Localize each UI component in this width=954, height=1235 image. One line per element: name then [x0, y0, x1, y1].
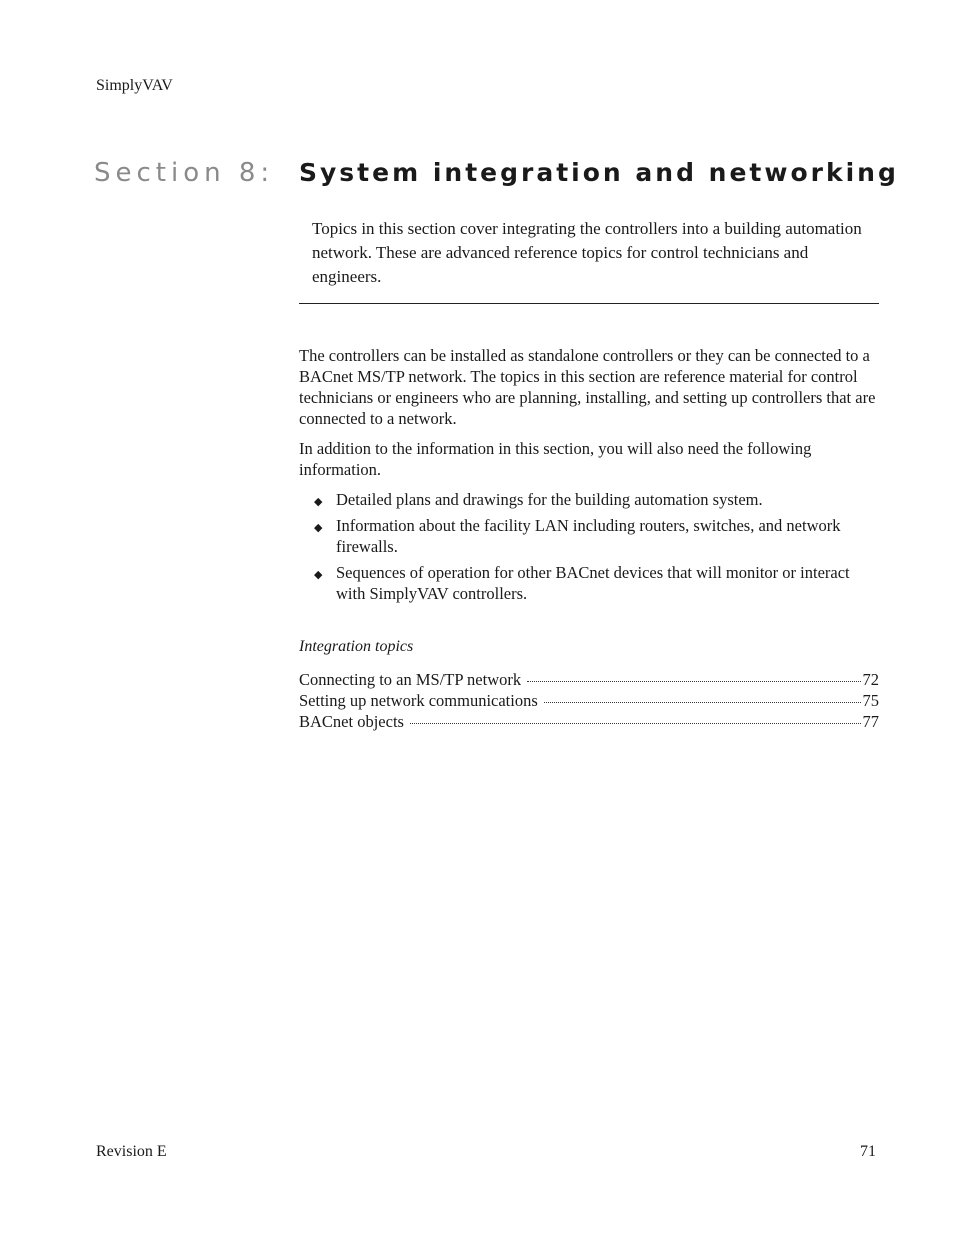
- toc-entry-page[interactable]: 75: [862, 691, 879, 710]
- toc-entry-bacnet-objects[interactable]: [299, 711, 879, 732]
- toc-leader-dots: [410, 723, 861, 724]
- toc-entry-page[interactable]: 72: [862, 670, 879, 689]
- list-item-text: Sequences of operation for other BACnet devices that will monitor or interact with SimplyVAV controllers.: [336, 563, 850, 603]
- body-paragraph: In addition to the information in this section, you will also need the following information.: [299, 439, 812, 479]
- toc-leader-dots: [527, 681, 860, 682]
- section-intro: Topics in this section cover integrating the controllers into a building automation network. These are advanced reference topics for control technicians and engineers.: [312, 219, 862, 286]
- diamond-bullet-icon: ◆: [314, 568, 323, 581]
- list-item: [299, 489, 879, 510]
- toc-entry-title[interactable]: BACnet objects: [299, 712, 404, 731]
- requirements-list: [299, 489, 879, 604]
- footer-page-number: 71: [860, 1143, 876, 1160]
- toc-list: [299, 669, 879, 732]
- section-number-label: Section 8:: [94, 158, 275, 188]
- list-item-text: Information about the facility LAN including routers, switches, and network firewalls.: [336, 516, 841, 556]
- toc-entry-network-communications[interactable]: [299, 690, 879, 711]
- list-item-text: Detailed plans and drawings for the building automation system.: [336, 490, 763, 509]
- list-item: [299, 515, 879, 557]
- toc-leader-dots: [544, 702, 861, 703]
- diamond-bullet-icon: ◆: [314, 495, 323, 508]
- toc-entry-page[interactable]: 77: [862, 712, 879, 731]
- diamond-bullet-icon: ◆: [314, 521, 323, 534]
- running-header: SimplyVAV: [96, 77, 173, 94]
- footer-revision: Revision E: [96, 1143, 167, 1160]
- body-text: [299, 345, 879, 609]
- body-paragraph: The controllers can be installed as standalone controllers or they can be connected to a BACnet MS/TP network. The topics in this section are reference material for control technicians or engineers who are planning, installing, and setting up controllers that are connected to a network.: [299, 346, 876, 428]
- toc-entry-title[interactable]: Setting up network communications: [299, 691, 538, 710]
- intro-divider: [299, 303, 879, 304]
- toc-entry-title[interactable]: Connecting to an MS/TP network: [299, 670, 522, 689]
- list-item: [299, 562, 879, 604]
- toc-entry-connecting-msstp[interactable]: [299, 669, 879, 690]
- toc-heading: Integration topics: [299, 638, 414, 655]
- section-title: System integration and networking: [299, 158, 899, 187]
